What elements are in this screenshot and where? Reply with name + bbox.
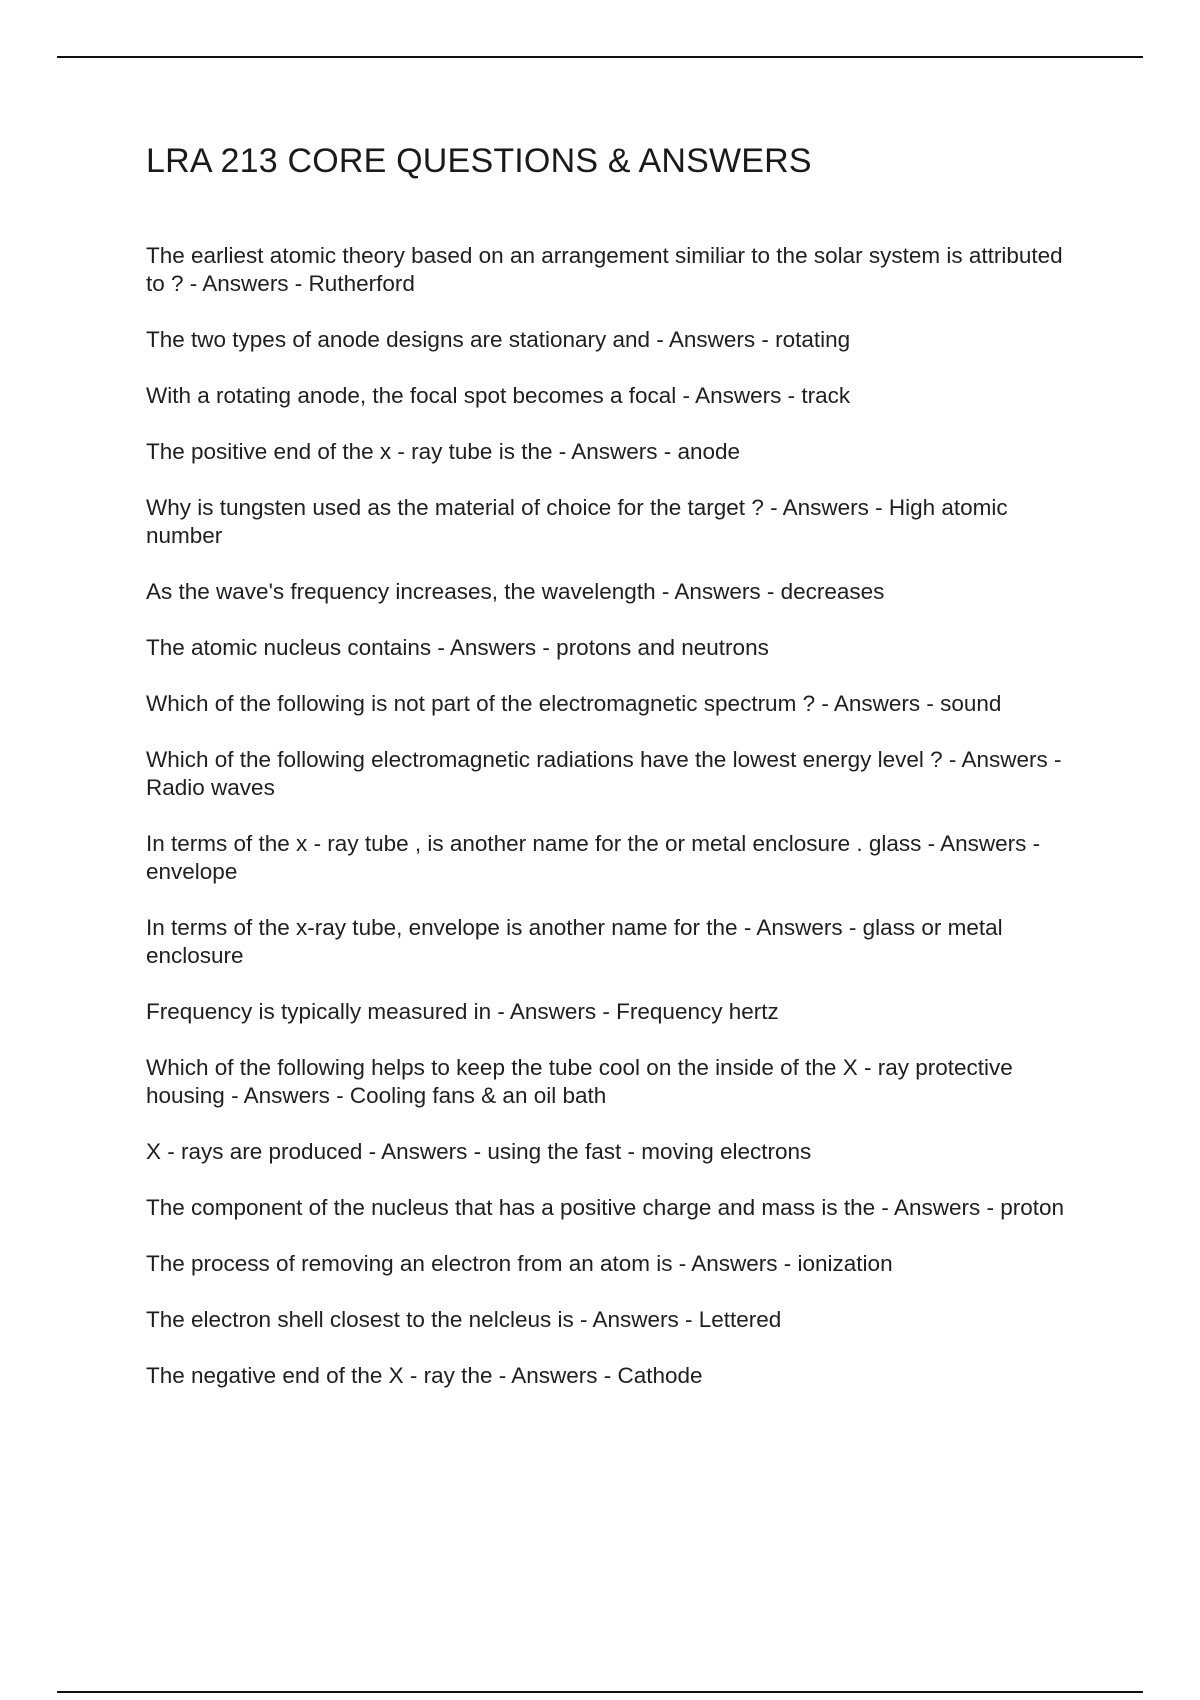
bottom-rule [57, 1691, 1143, 1693]
qa-item: Which of the following is not part of the electromagnetic spectrum ? - Answers - sound [146, 691, 1002, 716]
document-title: LRA 213 CORE QUESTIONS & ANSWERS [146, 142, 812, 180]
qa-item: Which of the following helps to keep the tube cool on the inside of the X - ray protective housing - Answers - Cooling fans & an oil bath [146, 1055, 1013, 1108]
qa-item: In terms of the x-ray tube, envelope is another name for the - Answers - glass or metal enclosure [146, 915, 1003, 968]
qa-item: Frequency is typically measured in - Answers - Frequency hertz [146, 999, 779, 1024]
qa-item: The process of removing an electron from an atom is - Answers - ionization [146, 1251, 893, 1276]
qa-item: As the wave's frequency increases, the wavelength - Answers - decreases [146, 579, 885, 604]
qa-item: The earliest atomic theory based on an arrangement similiar to the solar system is attributed to ? - Answers - Rutherford [146, 243, 1063, 296]
qa-item: The component of the nucleus that has a positive charge and mass is the - Answers - proton [146, 1195, 1065, 1220]
qa-item: The positive end of the x - ray tube is the - Answers - anode [146, 439, 741, 464]
qa-item: Which of the following electromagnetic radiations have the lowest energy level ? - Answers - Radio waves [146, 747, 1062, 800]
qa-item: The negative end of the X - ray the - Answers - Cathode [146, 1363, 703, 1388]
qa-item: The atomic nucleus contains - Answers - protons and neutrons [146, 635, 769, 660]
qa-item: The electron shell closest to the nelcleus is - Answers - Lettered [146, 1307, 782, 1332]
qa-item: X - rays are produced - Answers - using the fast - moving electrons [146, 1139, 812, 1164]
qa-list [146, 242, 1086, 1418]
qa-item: Why is tungsten used as the material of choice for the target ? - Answers - High atomic number [146, 495, 1008, 548]
qa-item: In terms of the x - ray tube , is another name for the or metal enclosure . glass - Answers - envelope [146, 831, 1041, 884]
qa-item: The two types of anode designs are stationary and - Answers - rotating [146, 327, 851, 352]
qa-item: With a rotating anode, the focal spot becomes a focal - Answers - track [146, 383, 851, 408]
top-rule [57, 56, 1143, 58]
